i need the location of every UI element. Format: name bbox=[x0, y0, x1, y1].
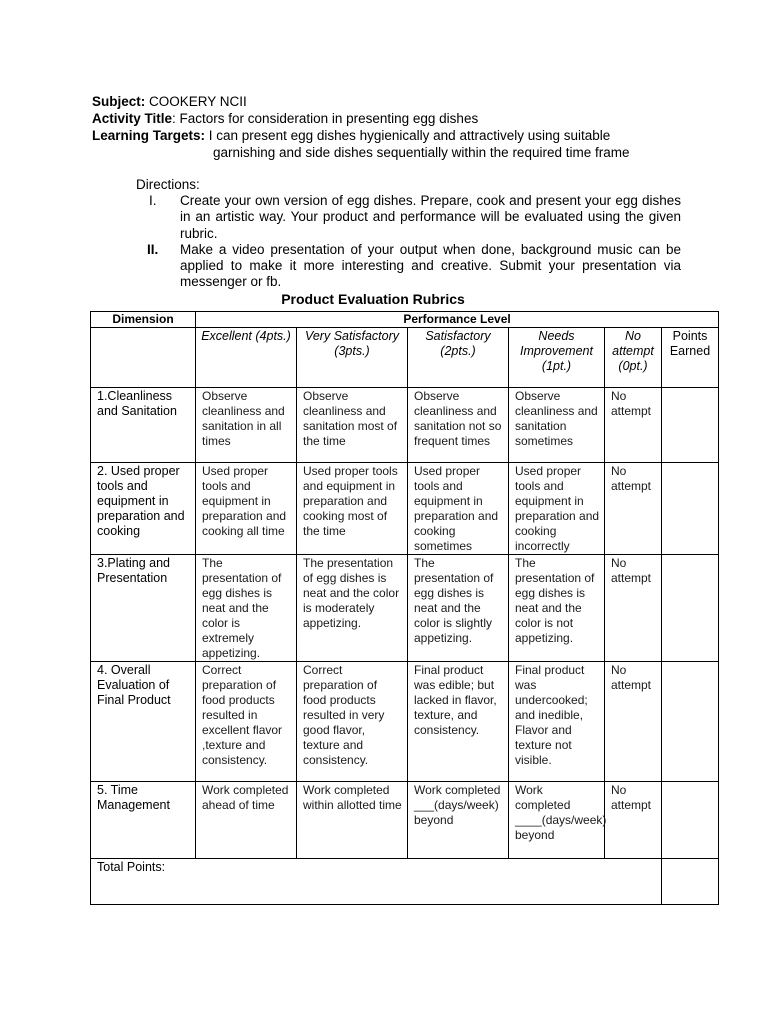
criterion-cell: Final product was edible; but lacked in flavor, texture, and consistency. bbox=[408, 662, 509, 782]
criterion-cell: Work completed ____(days/week) beyond bbox=[509, 782, 605, 859]
points-cell[interactable] bbox=[662, 555, 719, 662]
table-header-row bbox=[91, 312, 719, 328]
subject-label: Subject: bbox=[92, 94, 146, 109]
points-earned-header: Points Earned bbox=[662, 328, 719, 388]
criterion-cell: Correct preparation of food products resulted in excellent flavor ,texture and consistency. bbox=[196, 662, 297, 782]
direction-item-2 bbox=[136, 242, 681, 291]
points-cell[interactable] bbox=[662, 388, 719, 463]
activity-label: Activity Title bbox=[92, 111, 173, 126]
table-row bbox=[91, 782, 719, 859]
directions bbox=[136, 177, 681, 290]
criterion-cell: Correct preparation of food products resulted in very good flavor, texture and consistency. bbox=[297, 662, 408, 782]
activity-title-line bbox=[92, 110, 732, 127]
criterion-cell: No attempt bbox=[605, 463, 662, 555]
criterion-cell: Observe cleanliness and sanitation most of the time bbox=[297, 388, 408, 463]
criterion-cell: Work completed within allotted time bbox=[297, 782, 408, 859]
total-points-cell[interactable] bbox=[662, 859, 719, 905]
criterion-cell: Work completed ahead of time bbox=[196, 782, 297, 859]
direction-item-1 bbox=[136, 193, 681, 242]
dimension-cell: 2. Used proper tools and equipment in preparation and cooking bbox=[91, 463, 196, 555]
table-row bbox=[91, 388, 719, 463]
direction-text: Create your own version of egg dishes. Prepare, cook and present your egg dishes in an artistic way. Your product and performance will be evaluated using the given rubric. bbox=[180, 193, 681, 241]
criterion-cell: No attempt bbox=[605, 782, 662, 859]
points-cell[interactable] bbox=[662, 782, 719, 859]
criterion-cell: Used proper tools and equipment in preparation and cooking sometimes bbox=[408, 463, 509, 555]
table-row bbox=[91, 555, 719, 662]
criterion-cell: Final product was undercooked; and inedible, Flavor and texture not visible. bbox=[509, 662, 605, 782]
table-row bbox=[91, 662, 719, 782]
criterion-cell: The presentation of egg dishes is neat and the color is moderately appetizing. bbox=[297, 555, 408, 662]
directions-label: Directions: bbox=[136, 177, 200, 192]
dimension-cell: 1.Cleanliness and Sanitation bbox=[91, 388, 196, 463]
document-header bbox=[92, 93, 732, 161]
criterion-cell: No attempt bbox=[605, 662, 662, 782]
criterion-cell: Observe cleanliness and sanitation sometimes bbox=[509, 388, 605, 463]
criterion-cell: No attempt bbox=[605, 388, 662, 463]
performance-level-header: Performance Level bbox=[196, 312, 719, 328]
level-needs-improvement: Needs Improvement (1pt.) bbox=[509, 328, 605, 388]
direction-number: I. bbox=[149, 193, 157, 209]
direction-number: II. bbox=[147, 241, 159, 257]
total-points-label: Total Points: bbox=[91, 859, 662, 905]
criterion-cell: Observe cleanliness and sanitation not so frequent times bbox=[408, 388, 509, 463]
learning-targets-line-2: garnishing and side dishes sequentially within the required time frame bbox=[213, 145, 630, 160]
level-satisfactory: Satisfactory (2pts.) bbox=[408, 328, 509, 388]
criterion-cell: The presentation of egg dishes is neat and the color is not appetizing. bbox=[509, 555, 605, 662]
dimension-cell: 5. Time Management bbox=[91, 782, 196, 859]
level-excellent: Excellent (4pts.) bbox=[196, 328, 297, 388]
criterion-cell: Used proper tools and equipment in preparation and cooking incorrectly bbox=[509, 463, 605, 555]
level-header-row bbox=[91, 328, 719, 388]
learning-targets-line bbox=[92, 127, 732, 144]
table-row bbox=[91, 463, 719, 555]
targets-label: Learning Targets: bbox=[92, 128, 206, 143]
criterion-cell: The presentation of egg dishes is neat and the color is slightly appetizing. bbox=[408, 555, 509, 662]
rubric-title: Product Evaluation Rubrics bbox=[281, 291, 465, 307]
total-row bbox=[91, 859, 719, 905]
level-very-satisfactory: Very Satisfactory (3pts.) bbox=[297, 328, 408, 388]
points-cell[interactable] bbox=[662, 463, 719, 555]
level-no-attempt: No attempt (0pt.) bbox=[605, 328, 662, 388]
criterion-cell: Used proper tools and equipment in preparation and cooking all time bbox=[196, 463, 297, 555]
criterion-cell: Work completed ___(days/week) beyond bbox=[408, 782, 509, 859]
dimension-cell: 4. Overall Evaluation of Final Product bbox=[91, 662, 196, 782]
points-cell[interactable] bbox=[662, 662, 719, 782]
empty-header-cell bbox=[91, 328, 196, 388]
rubric-table bbox=[90, 311, 719, 905]
dimension-cell: 3.Plating and Presentation bbox=[91, 555, 196, 662]
activity-value: : Factors for consideration in presenting egg dishes bbox=[172, 111, 479, 126]
subject-line bbox=[92, 93, 732, 110]
subject-value: COOKERY NCII bbox=[145, 94, 247, 109]
direction-text: Make a video presentation of your output when done, background music can be applied to make it more interesting and creative. Submit your presentation via messenger or fb. bbox=[180, 241, 681, 290]
criterion-cell: No attempt bbox=[605, 555, 662, 662]
criterion-cell: Used proper tools and equipment in preparation and cooking most of the time bbox=[297, 463, 408, 555]
criterion-cell: The presentation of egg dishes is neat and the color is extremely appetizing. bbox=[196, 555, 297, 662]
criterion-cell: Observe cleanliness and sanitation in all times bbox=[196, 388, 297, 463]
dimension-header: Dimension bbox=[91, 312, 196, 328]
targets-line-1: I can present egg dishes hygienically and attractively using suitable bbox=[205, 128, 611, 143]
